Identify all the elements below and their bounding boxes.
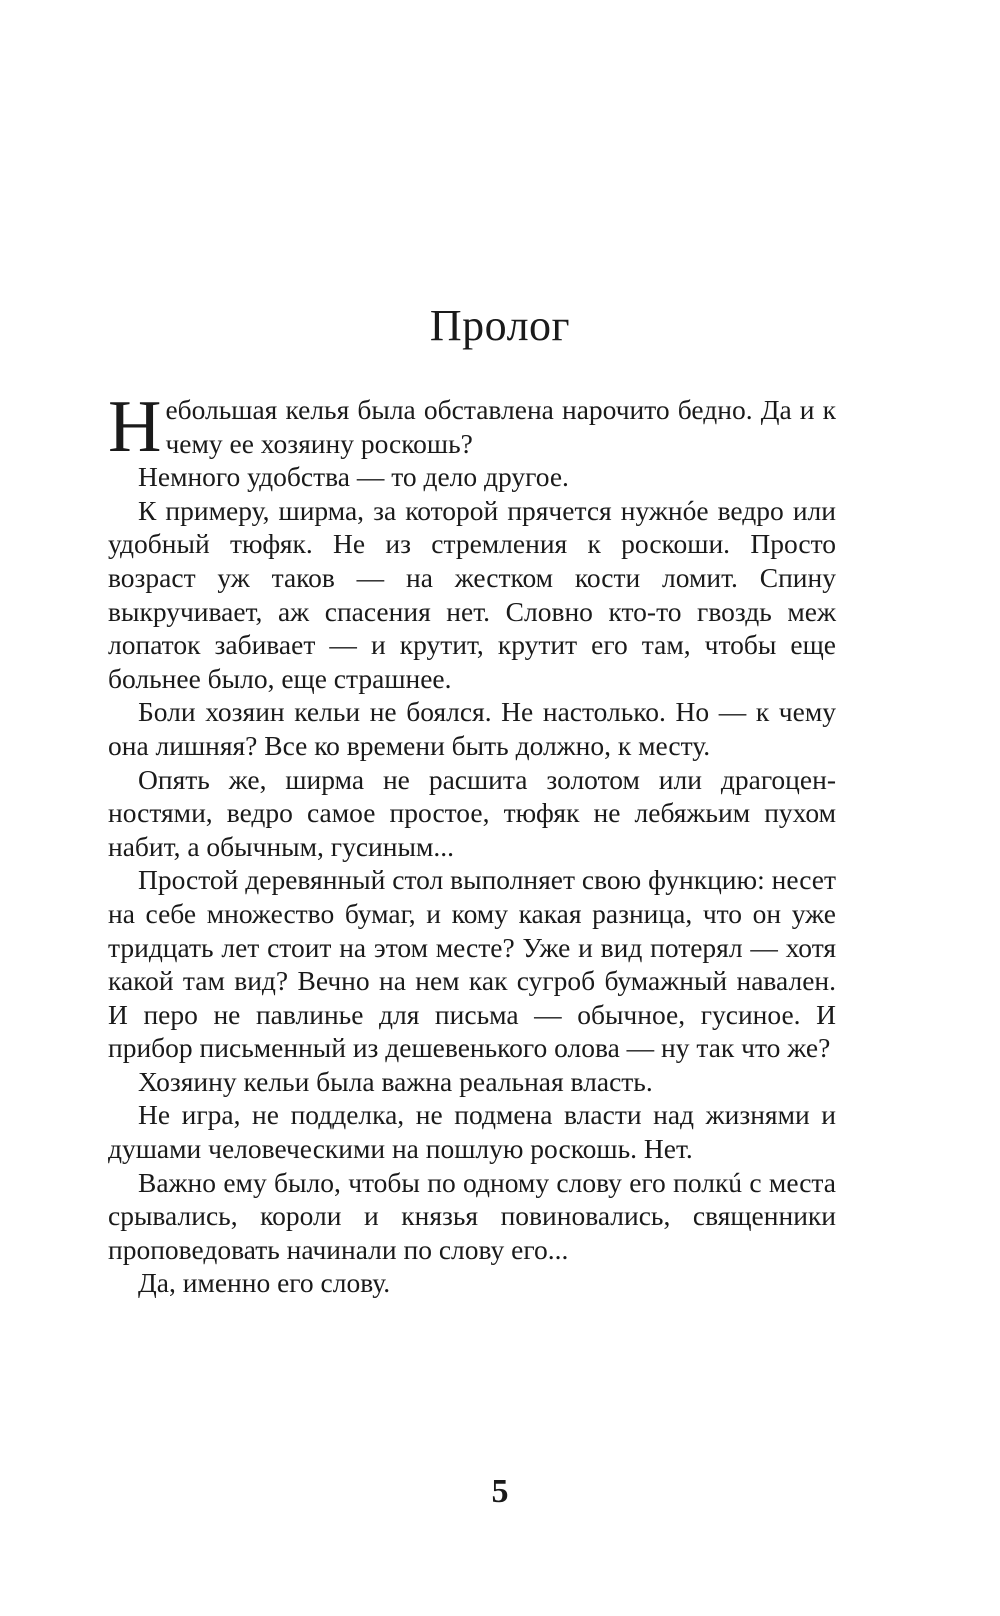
drop-cap: Н: [108, 386, 162, 468]
page-number: 5: [491, 1473, 509, 1510]
paragraph-7: Хозяину кельи была важна реальная власть.: [138, 1065, 653, 1097]
paragraph-8: Не игра, не подделка, не подмена власти над жизнями и душами человеческими на пошлую роскошь. Нет.: [108, 1099, 836, 1165]
paragraph-10: Да, именно его слову.: [138, 1267, 391, 1299]
paragraph-1-text: ебольшая келья была обставлена нарочито бедно. Да и к чему ее хозяину роскошь?: [165, 394, 836, 459]
paragraph-3: К примеру, ширма, за которой прячется нужнóе ведро или удобный тюфяк. Не из стремления к роскоши. Просто возраст уж таков — на жестком кости ломит. Спину выкручивает, аж спасения нет. Словно кто-то гвоздь меж лопаток забивает — и крутит, крутит его там, чтобы еще больнее было, еще страшнее.: [108, 494, 836, 694]
body-text: [108, 386, 836, 1300]
paragraph-2: Немного удобства — то дело другое.: [138, 461, 569, 493]
chapter-title: Пролог: [429, 301, 571, 350]
paragraph-4: Боли хозяин кельи не боялся. Не настолько. Но — к чему она лишняя? Все ко времени быть должно, к месту.: [108, 696, 836, 761]
paragraph-6: Простой деревянный стол выполняет свою функцию: несет на себе множество бумаг, и кому какая разница, что он уже тридцать лет стоит на этом месте? Уже и вид потерял — хотя какой там вид? Вечно на нем как сугроб бумажный навален. И перо не павлинье для письма — обычное, гусиное. И прибор письменный из дешевенького олова — ну так что же?: [108, 864, 836, 1064]
paragraph-9: Важно ему было, чтобы по одному слову его полкú с места срывались, короли и князья повиновались, священники проповедовать начинали по слову его...: [108, 1166, 836, 1265]
paragraph-5: Опять же, ширма не расшита золотом или драгоценностями, ведро самое простое, тюфяк не лебяжьим пухом набит, а обычным, гусиным...: [108, 763, 836, 862]
paragraph-1: [108, 386, 836, 468]
